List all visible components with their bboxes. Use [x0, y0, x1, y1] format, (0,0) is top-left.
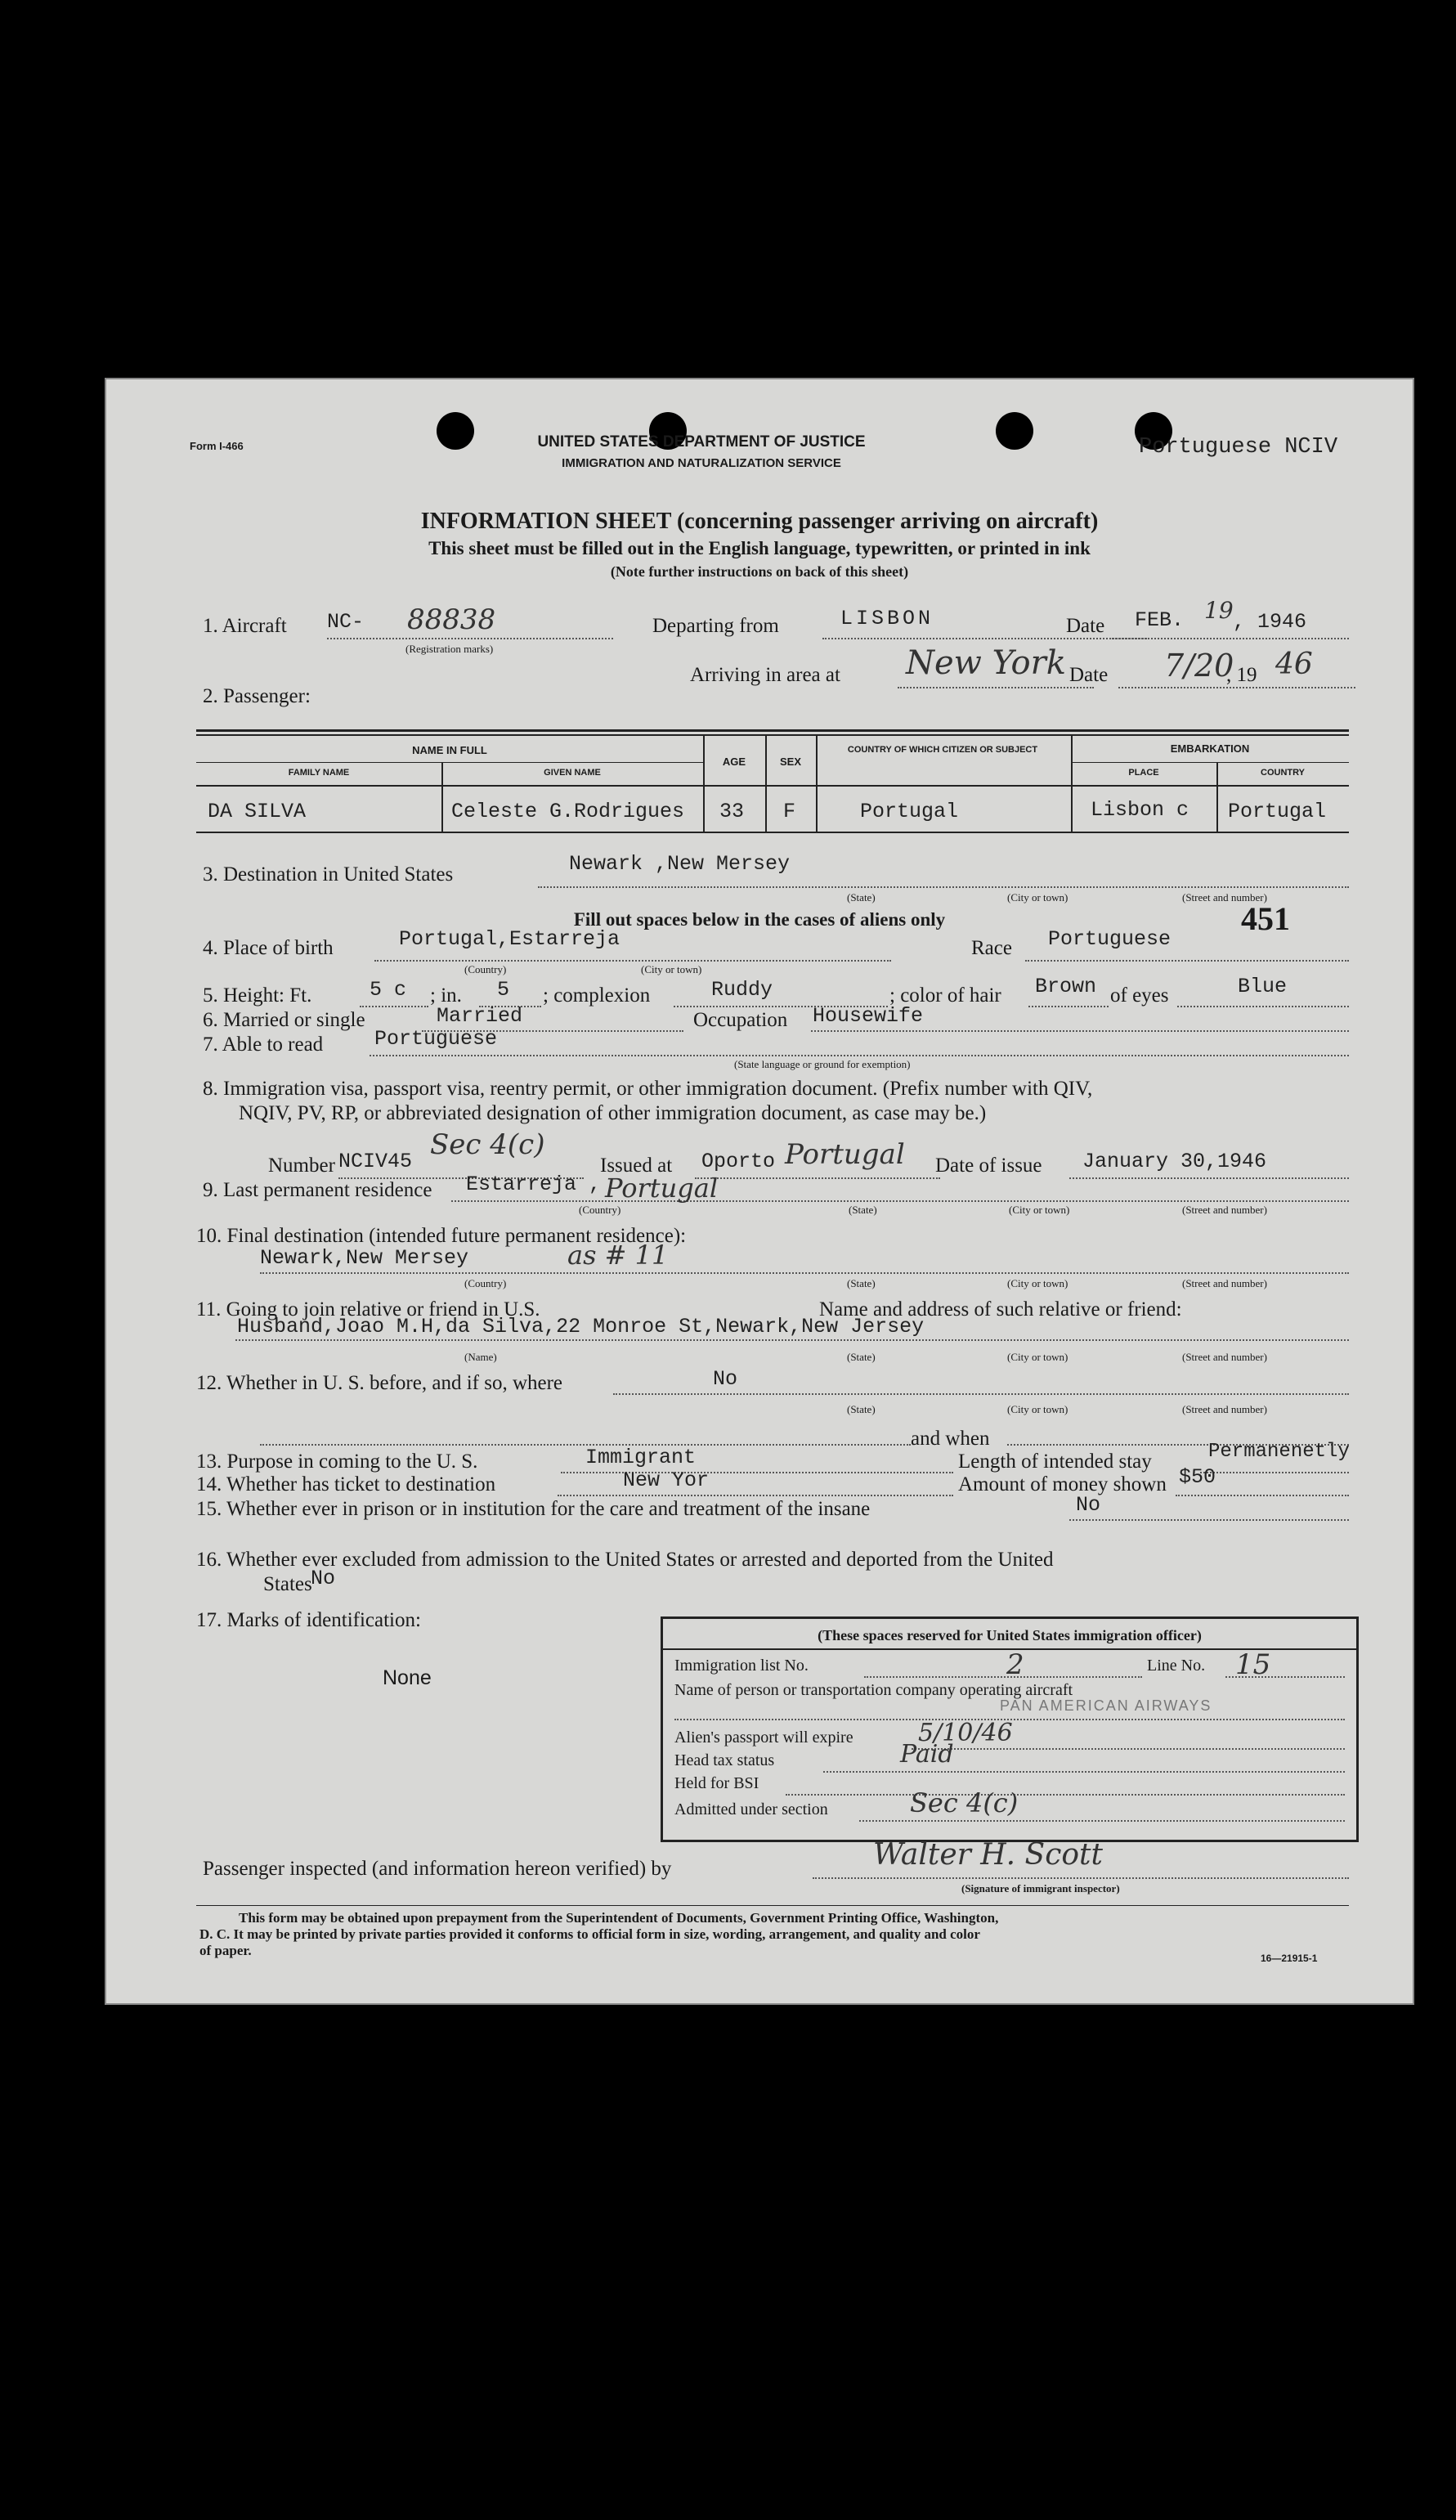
embarkation-header: EMBARKATION — [1170, 742, 1250, 755]
ticket-value: New Yor — [623, 1469, 710, 1492]
arrival-date-label: Date — [1069, 664, 1109, 686]
inspection-label: Passenger inspected (and information hereon verified) by — [203, 1858, 672, 1880]
residence-value: Estarreja , — [466, 1173, 602, 1196]
destination-number: 451 — [1241, 900, 1290, 937]
relative-value: Husband,Joao M.H,da Silva,22 Monroe St,Newark,New Jersey — [237, 1315, 925, 1338]
place-header: PLACE — [1128, 768, 1159, 778]
marital-value: Married — [437, 1004, 523, 1028]
form-number: Form I-466 — [190, 440, 244, 452]
prison-value: No — [1076, 1493, 1101, 1517]
money-label: Amount of money shown — [958, 1473, 1167, 1495]
money-value: $50 — [1179, 1465, 1216, 1489]
aircraft-label: 1. Aircraft — [203, 615, 287, 637]
family-name-header: FAMILY NAME — [288, 768, 350, 778]
stay-label: Length of intended stay — [958, 1451, 1152, 1473]
caption-state: (State) — [849, 1204, 877, 1216]
caption-street: (Street and number) — [1182, 1277, 1267, 1289]
date-label: Date — [1066, 615, 1105, 637]
departing-label: Departing from — [652, 615, 779, 637]
issue-date: January 30,1946 — [1082, 1150, 1267, 1173]
citizen-country-header: COUNTRY OF WHICH CITIZEN OR SUBJECT — [847, 745, 1038, 755]
height-feet: 5 c — [370, 978, 407, 1002]
footer-text-2: D. C. It may be printed by private parties provided it conforms to official form in size, wording, arrangement, and quality and color — [199, 1926, 980, 1942]
service-name: IMMIGRATION AND NATURALIZATION SERVICE — [562, 456, 841, 470]
caption-country: (Country) — [464, 1277, 507, 1289]
marks-label: 17. Marks of identification: — [196, 1609, 421, 1631]
marital-label: 6. Married or single — [203, 1009, 365, 1031]
caption-city: (City or town) — [1007, 1351, 1068, 1363]
age-value: 33 — [719, 800, 745, 823]
headtax-value: Paid — [900, 1740, 954, 1769]
race-value: Portuguese — [1048, 927, 1172, 951]
race-label: Race — [971, 937, 1012, 959]
eyes-label: of eyes — [1110, 984, 1169, 1007]
instruction-text: This sheet must be filled out in the English language, typewritten, or printed in ink — [428, 538, 1091, 558]
destination-value: Newark ,New Mersey — [569, 852, 791, 876]
caption-street: (Street and number) — [1182, 891, 1267, 904]
occupation-value: Housewife — [813, 1004, 924, 1028]
final-destination-value: Newark,New Mersey — [260, 1246, 469, 1270]
aircraft-value-handwritten: 88838 — [407, 603, 496, 636]
issued-value-handwritten: Portugal — [785, 1138, 905, 1171]
passport-value: 5/10/46 — [918, 1719, 1013, 1747]
citizen-country: Portugal — [860, 800, 959, 823]
destination-label: 3. Destination in United States — [203, 863, 454, 886]
birthplace-label: 4. Place of birth — [203, 937, 334, 959]
embarkation-country: Portugal — [1228, 800, 1327, 823]
age-header: AGE — [722, 756, 746, 768]
final-destination-handwritten: as # 11 — [567, 1240, 669, 1271]
sex-header: SEX — [779, 756, 801, 768]
caption-city: (City or town) — [641, 963, 702, 975]
line-value: 15 — [1235, 1648, 1271, 1681]
read-value: Portuguese — [374, 1027, 498, 1051]
information-sheet — [105, 378, 1414, 2005]
caption-street: (Street and number) — [1182, 1403, 1267, 1415]
occupation-label: Occupation — [693, 1009, 788, 1031]
given-name-header: GIVEN NAME — [544, 768, 601, 778]
departing-value: LISBON — [840, 607, 934, 630]
name-in-full-header: NAME IN FULL — [412, 744, 487, 756]
officer-box — [661, 1616, 1359, 1842]
caption-state: (State) — [847, 891, 876, 904]
previous-us-value: No — [713, 1367, 738, 1391]
purpose-value: Immigrant — [585, 1446, 697, 1469]
caption-country: (Country) — [579, 1204, 621, 1216]
birthplace-value: Portugal,Estarreja — [399, 927, 620, 951]
join-relative-label-2: Name and address of such relative or friend: — [819, 1298, 1182, 1321]
line-label: Line No. — [1147, 1657, 1206, 1675]
visa-number: NCIV45 — [338, 1150, 413, 1173]
previous-us-label: 12. Whether in U. S. before, and if so, where — [196, 1372, 563, 1394]
arrival-year: , 19 — [1226, 664, 1257, 686]
arriving-value-handwritten: New York — [906, 644, 1066, 682]
when-label: and when — [911, 1428, 990, 1450]
caption-city: (City or town) — [1009, 1204, 1070, 1216]
footer-text-1: This form may be obtained upon prepayment from the Superintendent of Documents, Government Printing Office, Washington, — [239, 1910, 999, 1926]
visa-text-1: 8. Immigration visa, passport visa, reentry permit, or other immigration document. (Prefix number with QIV, — [203, 1078, 1093, 1100]
hair-value: Brown — [1035, 975, 1097, 998]
issued-value: Oporto — [701, 1150, 776, 1173]
departure-date: FEB. — [1135, 608, 1185, 632]
departure-year: , 1946 — [1233, 610, 1307, 634]
eyes-value: Blue — [1238, 975, 1288, 998]
caption-state: (State) — [847, 1403, 876, 1415]
height-label: 5. Height: Ft. — [203, 984, 312, 1007]
issued-label: Issued at — [600, 1155, 673, 1177]
department-name: UNITED STATES DEPARTMENT OF JUSTICE — [537, 433, 866, 451]
arrival-year-handwritten: 46 — [1275, 648, 1313, 681]
read-label: 7. Able to read — [203, 1034, 324, 1056]
prison-label: 15. Whether ever in prison or in institution for the care and treatment of the insane — [196, 1498, 871, 1520]
list-label: Immigration list No. — [674, 1657, 809, 1675]
embarkation-place: Lisbon c — [1091, 798, 1189, 822]
note-text: (Note further instructions on back of this sheet) — [610, 563, 909, 580]
page-title: INFORMATION SHEET (concerning passenger arriving on aircraft) — [420, 509, 1099, 534]
signature-caption: (Signature of immigrant inspector) — [961, 1882, 1120, 1894]
inspector-signature: Walter H. Scott — [873, 1838, 1103, 1872]
country-header: COUNTRY — [1261, 768, 1305, 778]
passport-label: Alien's passport will expire — [674, 1729, 853, 1747]
excluded-value: No — [311, 1567, 336, 1590]
caption-state: (State) — [847, 1277, 876, 1289]
caption-city: (City or town) — [1007, 891, 1068, 904]
visa-number-handwritten: Sec 4(c) — [430, 1128, 545, 1161]
read-caption: (State language or ground for exemption) — [734, 1058, 911, 1070]
list-value: 2 — [1006, 1648, 1024, 1681]
aircraft-value: NC- — [327, 610, 365, 634]
excluded-label-2: States — [263, 1573, 312, 1595]
stay-value: Permanenetly — [1208, 1441, 1350, 1463]
caption-name: (Name) — [464, 1351, 497, 1363]
final-destination-label: 10. Final destination (intended future permanent residence): — [196, 1225, 687, 1247]
caption-country: (Country) — [464, 963, 507, 975]
departure-day-handwritten: 19 — [1204, 597, 1234, 624]
hair-label: ; color of hair — [889, 984, 1001, 1007]
footer-code: 16—21915-1 — [1261, 1953, 1318, 1964]
family-name: DA SILVA — [208, 800, 307, 823]
visa-number-label: Number — [268, 1155, 335, 1177]
caption-city: (City or town) — [1007, 1277, 1068, 1289]
issue-date-label: Date of issue — [935, 1155, 1042, 1177]
complexion-value: Ruddy — [711, 978, 773, 1002]
excluded-label: 16. Whether ever excluded from admission to the United States or arrested and deported from the United — [196, 1549, 1054, 1571]
ticket-label: 14. Whether has ticket to destination — [196, 1473, 496, 1495]
purpose-label: 13. Purpose in coming to the U. S. — [196, 1451, 478, 1473]
passenger-label: 2. Passenger: — [203, 685, 311, 707]
headtax-label: Head tax status — [674, 1751, 775, 1769]
visa-text-2: NQIV, PV, RP, or abbreviated designation of other immigration document, as case may be.) — [239, 1102, 987, 1124]
company-value: PAN AMERICAN AIRWAYS — [1000, 1697, 1212, 1714]
caption-street: (Street and number) — [1182, 1204, 1267, 1216]
given-name: Celeste G.Rodrigues — [451, 800, 685, 823]
inches-label: ; in. — [430, 984, 462, 1007]
complexion-label: ; complexion — [543, 984, 651, 1007]
caption-street: (Street and number) — [1182, 1351, 1267, 1363]
admitted-value: Sec 4(c) — [910, 1787, 1019, 1818]
bsi-label: Held for BSI — [674, 1774, 759, 1792]
aliens-heading: Fill out spaces below in the cases of aliens only — [573, 909, 946, 930]
residence-value-handwritten: Portugal — [605, 1173, 719, 1204]
arrival-date-handwritten: 7/20 — [1164, 648, 1234, 684]
caption-city: (City or town) — [1007, 1403, 1068, 1415]
registration-caption: (Registration marks) — [405, 643, 494, 655]
marks-value: None — [383, 1666, 432, 1689]
caption-state: (State) — [847, 1351, 876, 1363]
arriving-label: Arriving in area at — [690, 664, 840, 686]
join-relative-label: 11. Going to join relative or friend in U.S. — [196, 1298, 540, 1321]
corner-label: Portuguese NCIV — [1139, 435, 1338, 460]
punch-hole-icon — [996, 412, 1033, 450]
sex-value: F — [783, 800, 796, 823]
residence-label: 9. Last permanent residence — [203, 1179, 432, 1201]
company-label: Name of person or transportation company operating aircraft — [674, 1681, 1073, 1699]
officer-box-heading: (These spaces reserved for United States immigration officer) — [818, 1627, 1202, 1643]
footer-text-3: of paper. — [199, 1943, 252, 1958]
height-inches: 5 — [497, 978, 510, 1002]
admitted-label: Admitted under section — [674, 1800, 828, 1818]
